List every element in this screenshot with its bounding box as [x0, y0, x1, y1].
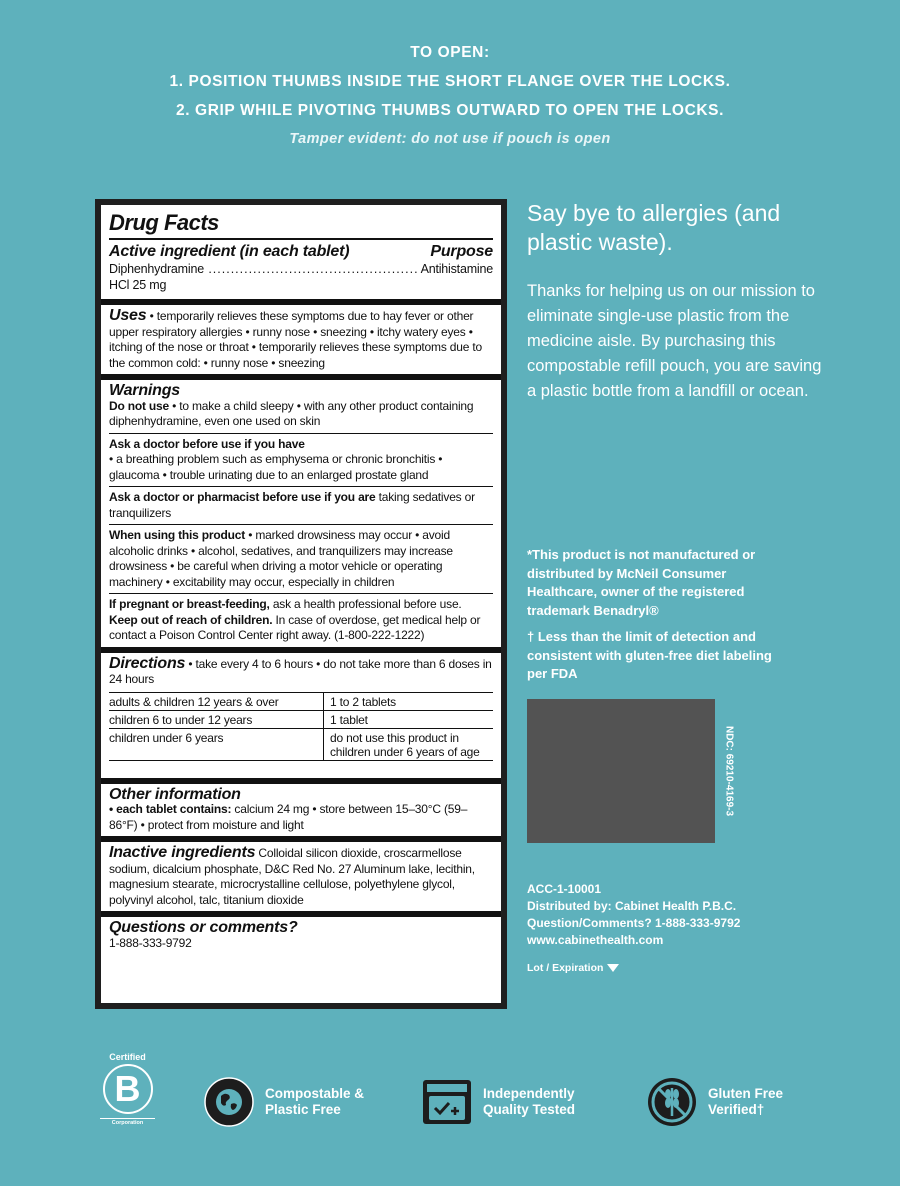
active-name: Diphenhydramine HCl 25 mg: [109, 262, 204, 292]
marketing-headline: Say bye to allergies (and plastic waste).: [527, 200, 781, 255]
dosing-dose: 1 to 2 tablets: [324, 692, 494, 710]
contact-line: Question/Comments? 1-888-333-9792: [527, 916, 741, 930]
drug-facts-panel: [95, 199, 507, 1009]
active-ingredient-header: [109, 242, 493, 262]
checklist-icon: [421, 1076, 473, 1128]
active-purpose: Antihistamine: [420, 262, 493, 276]
when-using-label: When using this product: [109, 528, 246, 542]
dosing-dose: do not use this product in children under 6 years of age: [324, 728, 494, 760]
active-heading: Active ingredient (in each tablet): [109, 243, 350, 260]
other-info-bold: • each tablet contains:: [109, 802, 232, 816]
leader-dots: ...............................................: [208, 262, 419, 276]
distributor-info: [527, 881, 740, 949]
opening-instructions: [0, 38, 900, 147]
open-step-1: 1. POSITION THUMBS INSIDE THE SHORT FLANGE OVER THE LOCKS.: [169, 73, 731, 90]
ask-pharmacist-label: Ask a doctor or pharmacist before use if you are: [109, 490, 376, 504]
ask-doctor-text: • a breathing problem such as emphysema or chronic bronchitis • glaucoma • trouble urinating due to an enlarged prostate gland: [109, 452, 443, 482]
inactive-section: [109, 842, 493, 911]
product-code: ACC-1-10001: [527, 882, 602, 896]
pregnant-text: ask a health professional before use.: [269, 597, 462, 611]
ndc-label: NDC: 69210-4169-3: [723, 725, 735, 817]
uses-text: • temporarily relieves these symptoms due to hay fever or other upper respiratory allergies • runny nose • sneezing • itchy watery eyes • itching of the nose or throat • temporarily relieves these symptoms due to the common cold: • runny nose • sneezing: [109, 309, 482, 370]
gluten-note: † Less than the limit of detection and consistent with gluten-free diet labeling per FDA: [527, 629, 772, 681]
gluten-free-badge: [646, 1076, 818, 1128]
other-info-text: calcium 24 mg • store between 15–30°C (59–86°F) • protect from moisture and light: [109, 802, 468, 832]
lot-expiration: [527, 962, 619, 974]
dosing-age: children 6 to under 12 years: [109, 710, 324, 728]
compost-label: Compostable & Plastic Free: [265, 1085, 365, 1117]
marketing-block: [527, 199, 827, 404]
uses-heading: Uses: [109, 307, 147, 324]
table-row: [109, 710, 493, 728]
drug-facts-title: Drug Facts: [109, 211, 493, 240]
inactive-heading: Inactive ingredients: [109, 844, 256, 861]
active-ingredient-row: [109, 262, 493, 299]
dosing-dose: 1 tablet: [324, 710, 494, 728]
gluten-label: Gluten Free Verified†: [708, 1085, 784, 1117]
do-not-use-label: Do not use: [109, 398, 169, 413]
tamper-notice: Tamper evident: do not use if pouch is open: [289, 131, 611, 147]
website: www.cabinethealth.com: [527, 933, 664, 947]
ask-pharmacist-text: taking sedatives or tranquilizers: [109, 490, 475, 520]
questions-heading: Questions or comments?: [109, 919, 298, 936]
b-corp-logo: [100, 1052, 155, 1126]
uses-section: [109, 305, 493, 374]
inactive-text: Colloidal silicon dioxide, croscarmellose sodium, dicalcium phosphate, D&C Red No. 27 Aluminum lake, lecithin, magnesium stearate, microcrystalline cellulose, polyethylene glycol, polyvinyl alcohol, talc, titanium dioxide: [109, 846, 475, 907]
compostable-badge: [203, 1076, 380, 1128]
gluten-free-icon: [646, 1076, 698, 1128]
ask-doctor-label: Ask a doctor before use if you have: [109, 436, 305, 451]
dosing-age: adults & children 12 years & over: [109, 692, 324, 710]
questions-phone: 1-888-333-9792: [109, 935, 192, 950]
lot-label: Lot / Expiration: [527, 962, 604, 974]
open-step-2: 2. GRIP WHILE PIVOTING THUMBS OUTWARD TO OPEN THE LOCKS.: [176, 102, 724, 119]
marketing-body: Thanks for helping us on our mission to eliminate single-use plastic from the medicine aisle. By purchasing this compostable refill pouch, you are saving a plastic bottle from a landfill or ocean.: [527, 282, 822, 400]
quality-badge: [421, 1076, 603, 1128]
bcorp-corporation: Corporation: [100, 1118, 155, 1126]
pregnant-label: If pregnant or breast-feeding,: [109, 597, 270, 611]
keep-out-text: In case of overdose, get medical help or contact a Poison Control Center right away. (1-800-222-1222): [109, 612, 481, 642]
questions-section: [109, 917, 493, 954]
distributed-by: Distributed by: Cabinet Health P.B.C.: [527, 899, 737, 913]
directions-section: [109, 653, 493, 778]
directions-text: • take every 4 to 6 hours • do not take more than 6 doses in 24 hours: [109, 656, 492, 686]
other-info-heading: Other information: [109, 785, 241, 803]
when-using-text: • marked drowsiness may occur • avoid alcoholic drinks • alcohol, sedatives, and tranquilizers may increase drowsiness • be careful when driving a motor vehicle or operating machinery • excitability may occur, especially in children: [109, 528, 453, 589]
ndc-code: [718, 699, 740, 843]
barcode-area: [527, 699, 715, 843]
globe-icon: [203, 1076, 255, 1128]
purpose-heading: Purpose: [430, 243, 493, 260]
down-arrow-icon: [607, 964, 619, 972]
warnings-heading: Warnings: [109, 382, 181, 399]
dosing-age: children under 6 years: [109, 728, 324, 760]
open-title: TO OPEN:: [410, 44, 490, 61]
directions-heading: Directions: [109, 654, 186, 672]
footnotes: [527, 546, 787, 692]
dosing-table: [109, 692, 493, 761]
quality-label: Independently Quality Tested: [483, 1085, 576, 1117]
do-not-use-text: • to make a child sleepy • with any other product containing diphenhydramine, even one used on skin: [109, 398, 474, 428]
bcorp-certified: Certified: [109, 1052, 146, 1062]
bcorp-letter: B: [103, 1064, 153, 1114]
keep-out-label: Keep out of reach of children.: [109, 612, 273, 627]
table-row: [109, 728, 493, 760]
table-row: [109, 692, 493, 710]
warnings-section: [109, 380, 493, 647]
trademark-note: *This product is not manufactured or distributed by McNeil Consumer Healthcare, owner of the registered trademark Benadryl®: [527, 547, 756, 618]
other-info-section: [109, 784, 493, 837]
